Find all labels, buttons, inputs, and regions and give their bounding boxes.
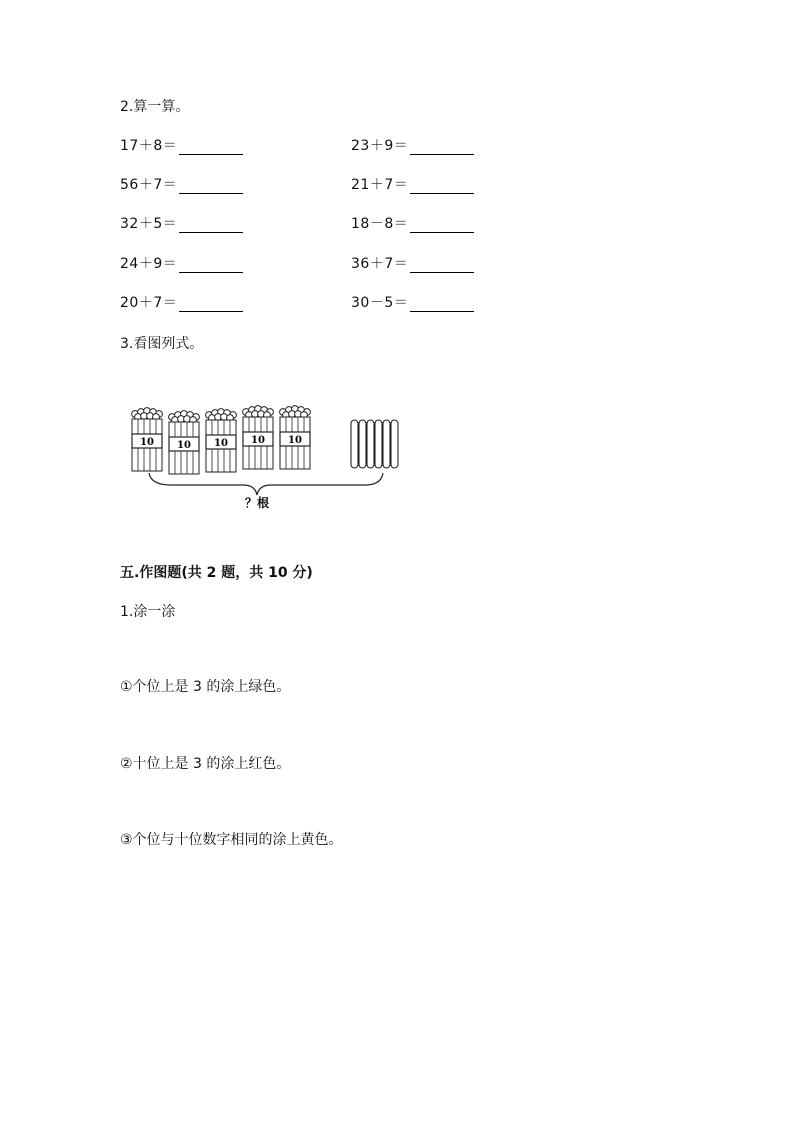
section3-title: 3.看图列式。 [120,336,204,352]
answer-blank[interactable] [179,179,243,194]
answer-blank[interactable] [179,218,243,233]
equation-item [351,137,474,155]
bundle-label: 10 [177,440,191,451]
answer-blank[interactable] [410,258,474,273]
section2-title: 2.算一算。 [120,99,190,115]
equation-item [120,215,243,233]
bundle-label: 10 [140,437,154,448]
answer-blank[interactable] [410,179,474,194]
single-sticks [351,420,398,468]
answer-blank[interactable] [410,140,474,155]
answer-blank[interactable] [410,218,474,233]
answer-blank[interactable] [179,140,243,155]
stick-bundle [132,408,163,471]
stick-bundle [206,409,237,472]
equation-item [351,255,474,273]
single-stick [391,420,398,468]
stick-bundle [280,406,311,469]
instruction-red: ②十位上是 3 的涂上红色。 [120,756,291,772]
q1-title: 1.涂一涂 [120,604,176,620]
equation-item [351,294,474,312]
equation-expression: 30－5＝ [351,295,409,311]
equation-expression: 24＋9＝ [120,256,178,272]
bundle-label: 10 [288,435,302,446]
equation-item [120,176,243,194]
equation-item [120,255,243,273]
equation-item [351,176,474,194]
equation-item [120,294,243,312]
single-stick [375,420,382,468]
single-stick [351,420,358,468]
equation-expression: 32＋5＝ [120,216,178,232]
single-stick [367,420,374,468]
equation-expression: 21＋7＝ [351,177,409,193]
bundle-label: 10 [214,438,228,449]
stick-bundle [169,411,200,474]
equation-expression: 56＋7＝ [120,177,178,193]
sticks-illustration [125,403,415,515]
part5-heading: 五.作图题(共 2 题，共 10 分) [120,565,313,581]
equation-expression: 17＋8＝ [120,138,178,154]
curly-brace [149,473,383,495]
equation-expression: 20＋7＝ [120,295,178,311]
equation-expression: 23＋9＝ [351,138,409,154]
single-stick [359,420,366,468]
question-label: ？根 [244,496,270,510]
equation-item [351,215,474,233]
equation-expression: 18－8＝ [351,216,409,232]
equation-expression: 36＋7＝ [351,256,409,272]
instruction-green: ①个位上是 3 的涂上绿色。 [120,679,291,695]
single-stick [383,420,390,468]
instruction-yellow: ③个位与十位数字相同的涂上黄色。 [120,832,343,848]
answer-blank[interactable] [179,297,243,312]
answer-blank[interactable] [410,297,474,312]
answer-blank[interactable] [179,258,243,273]
stick-bundle [243,406,274,469]
bundle-label: 10 [251,435,265,446]
equation-item [120,137,243,155]
